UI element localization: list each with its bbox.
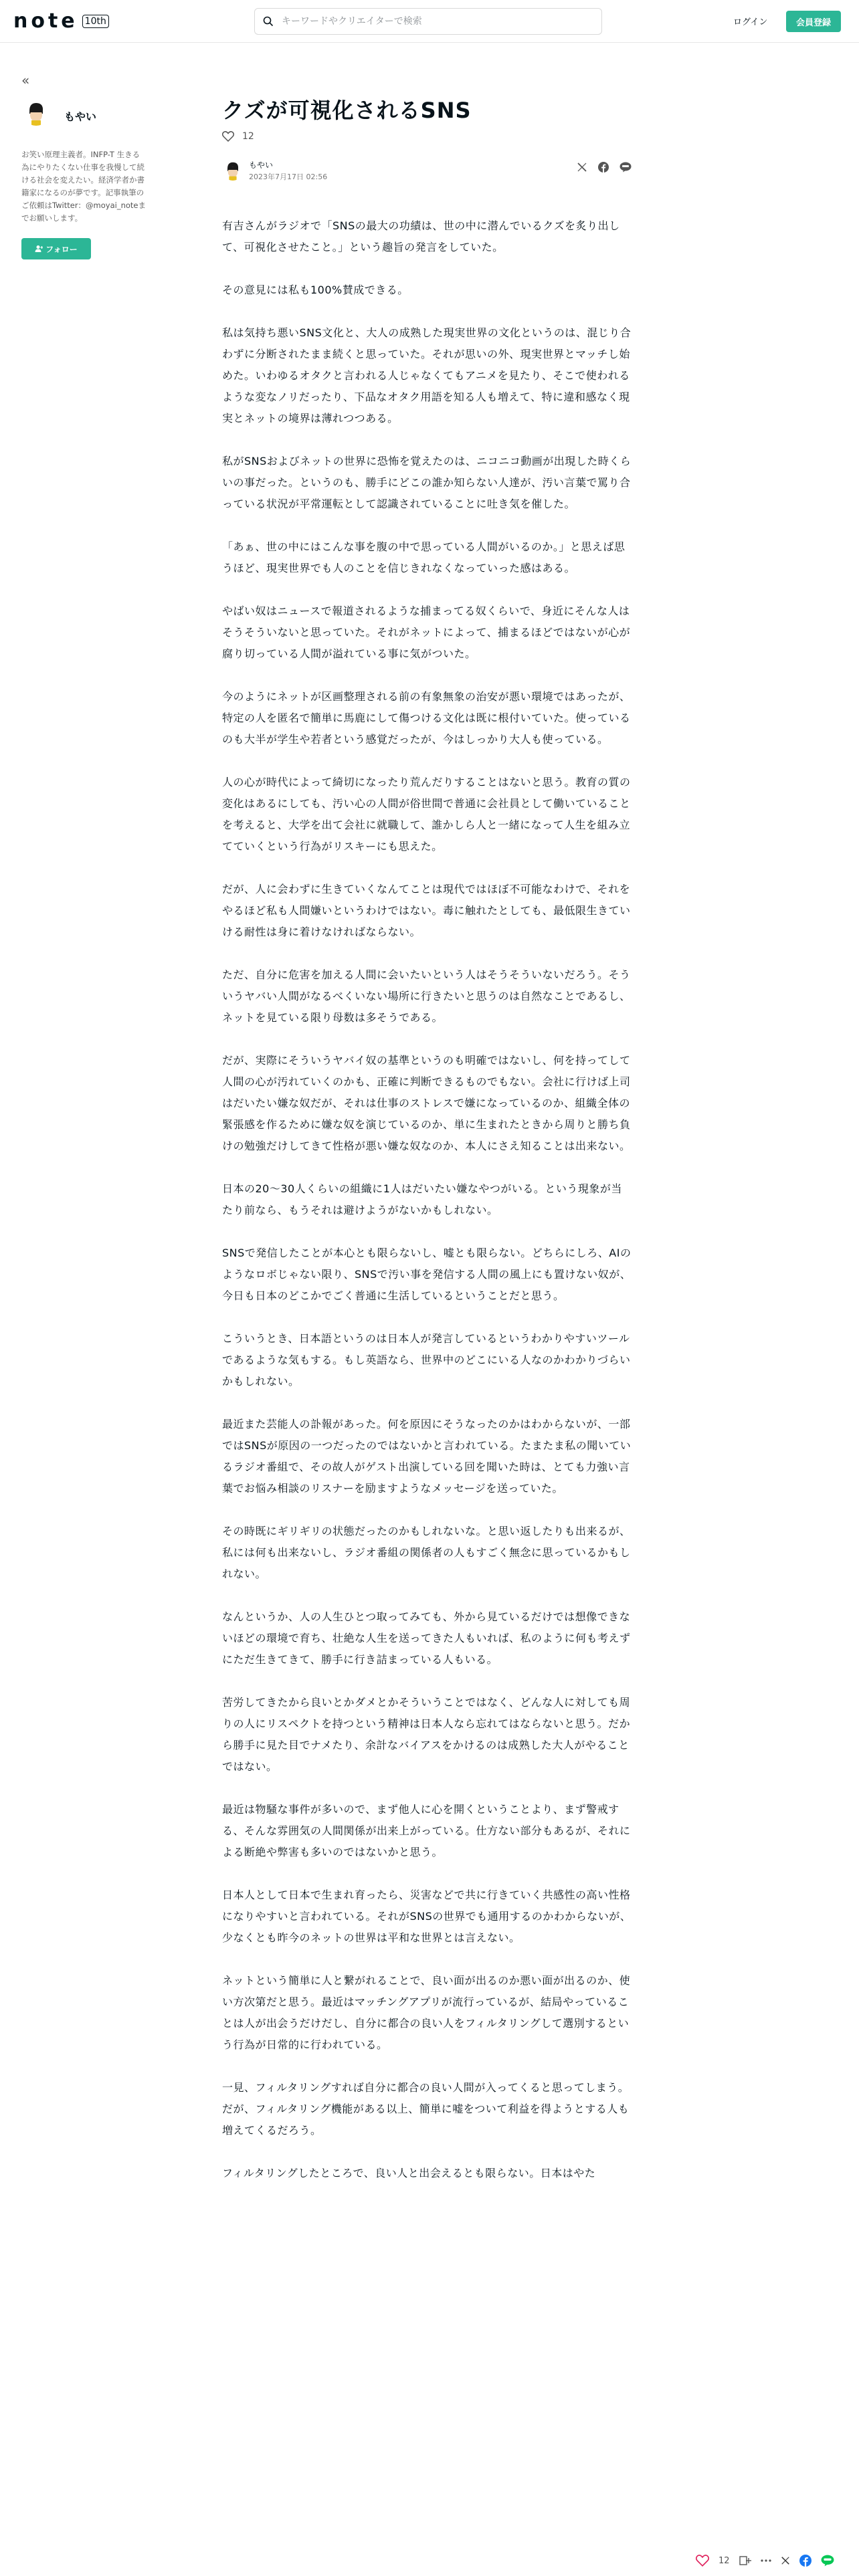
paragraph: だが、人に会わずに生きていくなんてことは現代ではほぼ不可能なわけで、それをやるほど私も人間嫌いというわけではない。毒に触れたとしても、最低限生きていける耐性は身に着けなければならない。 — [222, 883, 631, 938]
paragraph: 日本の20〜30人くらいの組織に1人はだいたい嫌なやつがいる。という現象が当たり前なら、もうそれは避けようがないかもしれない。 — [222, 1182, 622, 1216]
heart-icon[interactable] — [222, 131, 234, 142]
publish-date: 2023年7月17日 02:56 — [249, 173, 328, 181]
header — [0, 0, 859, 43]
more-icon[interactable] — [761, 2559, 771, 2562]
paragraph: 私がSNSおよびネットの世界に恐怖を覚えたのは、ニコニコ動画が出現した時くらいの事だった。というのも、勝手にどこの誰か知らない人達が、汚い言葉で罵り合っている状況が平常運転として認識されていることに吐き気を催した。 — [222, 455, 632, 510]
heart-icon[interactable] — [696, 2555, 709, 2567]
paragraph: 苦労してきたから良いとかダメとかそういうことではなく、どんな人に対しても周りの人にリスペクトを持つという精神は日本人なら忘れてはならないと思う。だから勝手に見た目でナメたり、余計なバイアスをかけるのは成熟した大人がやることではない。 — [222, 1696, 631, 1773]
paragraph: こういうとき、日本語というのは日本人が発言しているというわかりやすいツールであるような気もする。もし英語なら、世界中のどこにいる人なのかわかりづらいかもしれない。 — [222, 1332, 631, 1388]
paragraph: 日本人として日本で生まれ育ったら、災害などで共に行きていく共感性の高い性格になりやすいと言われている。それがSNSの世界でも通用するのかわからないが、少なくとも昨今のネットの世界は平和な世界とは言えない。 — [222, 1889, 632, 1944]
paragraph: なんというか、人の人生ひとつ取ってみても、外から見ているだけでは想像できないほどの環境で育ち、壮絶な人生を送ってきた人もいれば、私のように何も考えずにただ生きてきて、勝手に行き詰まっている人もいる。 — [222, 1610, 631, 1666]
paragraph: やばい奴はニュースで報道されるような捕まってる奴くらいで、身近にそんな人はそうそういないと思っていた。それがネットによって、捕まるほどではないが心が腐り切っている人間が溢れている事に気がついた。 — [222, 605, 631, 660]
paragraph: SNSで発信したことが本心とも限らないし、嘘とも限らない。どちらにしろ、AIのようなロボじゃない限り、SNSで汚い事を発信する人間の風上にも置けない奴が、今日も日本のどこかでごく普通に生活しているということだと思う。 — [222, 1247, 632, 1302]
follow-label: フォロー — [45, 244, 78, 254]
line-share-icon[interactable] — [821, 2555, 834, 2567]
author-bio: お笑い原理主義者。INFP-T 生きる為にやりたくない仕事を我慢して続ける社会を変えたい。経済学者か書籍家になるのが夢です。記事執筆のご依頼はTwitter：@moyai_noteまでお願いします。 — [21, 150, 146, 223]
x-share-icon[interactable] — [781, 2556, 790, 2565]
paragraph: その時既にギリギリの状態だったのかもしれないな。と思い返したりも出来るが、私には何も出来ないし、ラジオ番組の関係者の人もすごく無念に思っているかもしれない。 — [222, 1525, 631, 1580]
article-title: クズが可視化されるSNS — [222, 98, 472, 123]
note-logo[interactable] — [13, 9, 109, 33]
article-body — [222, 215, 632, 2206]
share-buttons — [577, 162, 632, 173]
sidebar-author-name[interactable]: もやい — [64, 110, 97, 123]
magazine-add-icon[interactable] — [739, 2555, 751, 2566]
paragraph: 有吉さんがラジオで「SNSの最大の功績は、世の中に潜んでいるクズを炙り出して、可視化させたこと。」という趣旨の発言をしていた。 — [222, 219, 620, 253]
search-box[interactable] — [254, 8, 602, 35]
floating-action-bar — [696, 2545, 859, 2576]
article-meta — [222, 156, 632, 183]
facebook-share-icon[interactable] — [598, 162, 609, 173]
paragraph: 人の心が時代によって綺切になったり荒んだりすることはないと思う。教育の質の変化はあるにしても、汚い心の人間が俗世間で普通に会社員として働いていることを考えると、大学を出て会社に就職して、誰かしら人と一緒になって人生を組み立てていくという行為がリスキーにも思えた。 — [222, 776, 631, 853]
like-area — [222, 131, 254, 142]
follow-button[interactable] — [21, 238, 91, 259]
paragraph: 最近また芸能人の訃報があった。何を原因にそうなったのかはわからないが、一部ではSNSが原因の一つだったのではないかと言われている。たまたま私の聞いているラジオ番組で、その故人がゲスト出演している回を聞いた時は、とても力強い言葉でお悩み相談のリスナーを励ますようなメッセージを送っていた。 — [222, 1418, 632, 1495]
paragraph: ただ、自分に危害を加える人間に会いたいという人はそうそういないだろう。そういうヤバい人間がなるべくいない場所に行きたいと思うのは自然なことであるし、ネットを見ている限り母数は多そうである。 — [222, 968, 631, 1024]
paragraph: 一見、フィルタリングすれば自分に都合の良い人間が入ってくると思ってしまう。だが、フィルタリング機能がある以上、簡単に嘘をついて利益を得ようとする人も増えてくるだろう。 — [222, 2081, 630, 2137]
paragraph: 今のようにネットが区画整理される前の有象無象の治安が悪い環境ではあったが、特定の人を匿名で簡単に馬鹿にして傷つける文化は既に根付いていた。使っているのも大半が学生や若者という感覚だったが、今はしっかり大人も使っている。 — [222, 690, 631, 746]
paragraph: ネットという簡単に人と繋がれることで、良い面が出るのか悪い面が出るのか、使い方次第だと思う。最近はマッチングアプリが流行っているが、結局やっていることは人が出会うだけだし、自分に都合の良い人をフィルタリングして選別するという行為が日常的に行われている。 — [222, 1974, 631, 2051]
like-count: 12 — [719, 2555, 730, 2566]
paragraph: だが、実際にそういうヤバイ奴の基準というのも明確ではないし、何を持ってして人間の心が汚れていくのかも、正確に判断できるものでもない。会社に行けば上司はだいたい嫌な奴だが、それは仕事のストレスで嫌になっているのか、組織全体の緊張感を作るために嫌な奴を演じているのか、単に生まれたときから周りと勝ち負けの勉強だけしてきて性格が悪い嫌な奴なのか、本人にさえ知ることは出来ない。 — [222, 1054, 631, 1152]
avatar[interactable] — [23, 99, 50, 126]
paragraph: 最近は物騒な事件が多いので、まず他人に心を開くということより、まず警戒する、そんな雰囲気の人間関係が出来上がっている。仕方ない部分もあるが、それによる断絶や弊害も多いのではないかと思う。 — [222, 1803, 631, 1858]
logo-badge: 10th — [82, 15, 109, 28]
paragraph: フィルタリングしたところで、良い人と出会えるとも限らない。日本はやた — [222, 2167, 596, 2179]
collapse-sidebar-icon[interactable]: « — [21, 72, 30, 88]
search-input[interactable] — [280, 15, 577, 27]
search-icon — [263, 16, 274, 27]
facebook-share-icon[interactable] — [799, 2555, 812, 2567]
login-link[interactable]: ログイン — [733, 17, 768, 27]
signup-button[interactable]: 会員登録 — [786, 11, 841, 32]
paragraph: 「あぁ、世の中にはこんな事を腹の中で思っている人間がいるのか。」と思えば思うほど、現実世界でも人のことを信じきれなくなっていった感はある。 — [222, 540, 626, 574]
add-user-icon — [35, 245, 43, 253]
paragraph: その意見には私も100%賛成できる。 — [222, 284, 409, 296]
logo-text: note — [13, 9, 78, 33]
paragraph: 私は気持ち悪いSNS文化と、大人の成熟した現実世界の文化というのは、混じり合わずに分断されたまま続くと思っていた。それが思いの外、現実世界とマッチし始めた。いわゆるオタクと言われる人じゃなくてもアニメを見たり、そこで使われるような変なノリだったり、下品なオタク用語を知る人も増えて、特に違和感なく現実とネットの境界は薄れつつある。 — [222, 326, 632, 425]
author-name[interactable]: もやい — [249, 160, 274, 170]
like-count: 12 — [242, 131, 254, 142]
x-share-icon[interactable] — [577, 162, 587, 173]
author-avatar[interactable] — [222, 159, 244, 181]
line-share-icon[interactable] — [619, 162, 632, 173]
